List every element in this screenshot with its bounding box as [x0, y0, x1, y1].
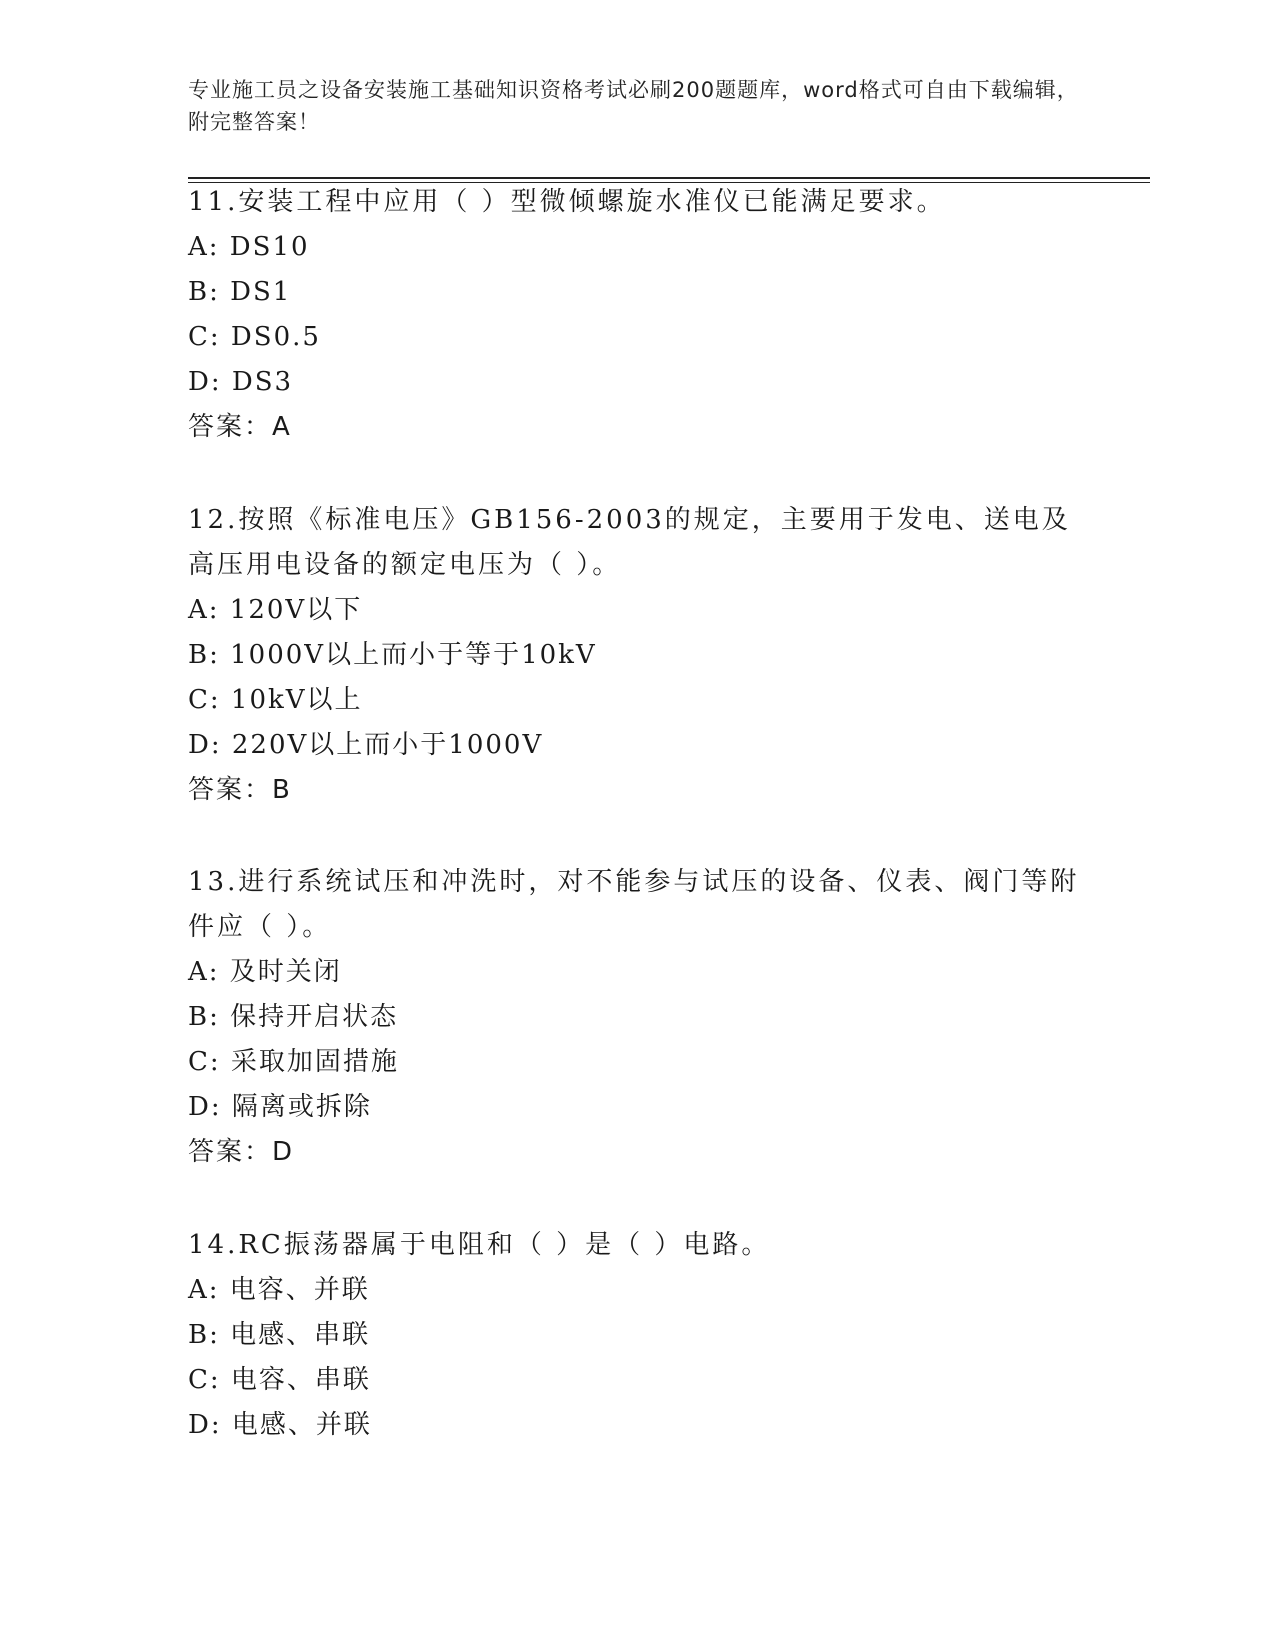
answer-line: 答案：B [188, 775, 292, 805]
question-stem: 14.RC振荡器属于电阻和（ ）是（ ）电路。 [188, 1230, 771, 1260]
document-header: 专业施工员之设备安装施工基础知识资格考试必刷200题题库，word格式可自由下载编辑，附完整答案！ [188, 78, 1079, 134]
option-d: D: 隔离或拆除 [188, 1092, 372, 1122]
question-stem: 11.安装工程中应用（ ）型微倾螺旋水准仪已能满足要求。 [188, 187, 946, 217]
option-c: C: DS0.5 [188, 322, 321, 352]
header-divider-thick [188, 177, 1150, 179]
option-a: A: 120V以下 [188, 595, 363, 625]
option-b: B: DS1 [188, 277, 292, 307]
option-a: A: DS10 [188, 232, 310, 262]
option-c: C: 采取加固措施 [188, 1047, 399, 1077]
question-12 [188, 498, 1088, 813]
question-stem: 12.按照《标准电压》GB156-2003的规定，主要用于发电、送电及高压用电设备的额定电压为（ ）。 [188, 505, 1071, 580]
option-b: B: 电感、串联 [188, 1320, 371, 1350]
option-a: A: 电容、并联 [188, 1275, 370, 1305]
answer-line: 答案：A [188, 412, 292, 442]
option-c: C: 10kV以上 [188, 685, 363, 715]
question-11 [188, 180, 1088, 450]
question-13 [188, 860, 1088, 1175]
option-a: A: 及时关闭 [188, 957, 342, 987]
option-d: D: 220V以上而小于1000V [188, 730, 544, 760]
option-b: B: 保持开启状态 [188, 1002, 399, 1032]
question-stem: 13.进行系统试压和冲洗时，对不能参与试压的设备、仪表、阀门等附件应（ ）。 [188, 867, 1080, 942]
option-c: C: 电容、串联 [188, 1365, 371, 1395]
answer-line: 答案：D [188, 1137, 295, 1167]
option-b: B: 1000V以上而小于等于10kV [188, 640, 597, 670]
option-d: D: 电感、并联 [188, 1410, 372, 1440]
option-d: D: DS3 [188, 367, 294, 397]
question-14 [188, 1223, 1088, 1448]
